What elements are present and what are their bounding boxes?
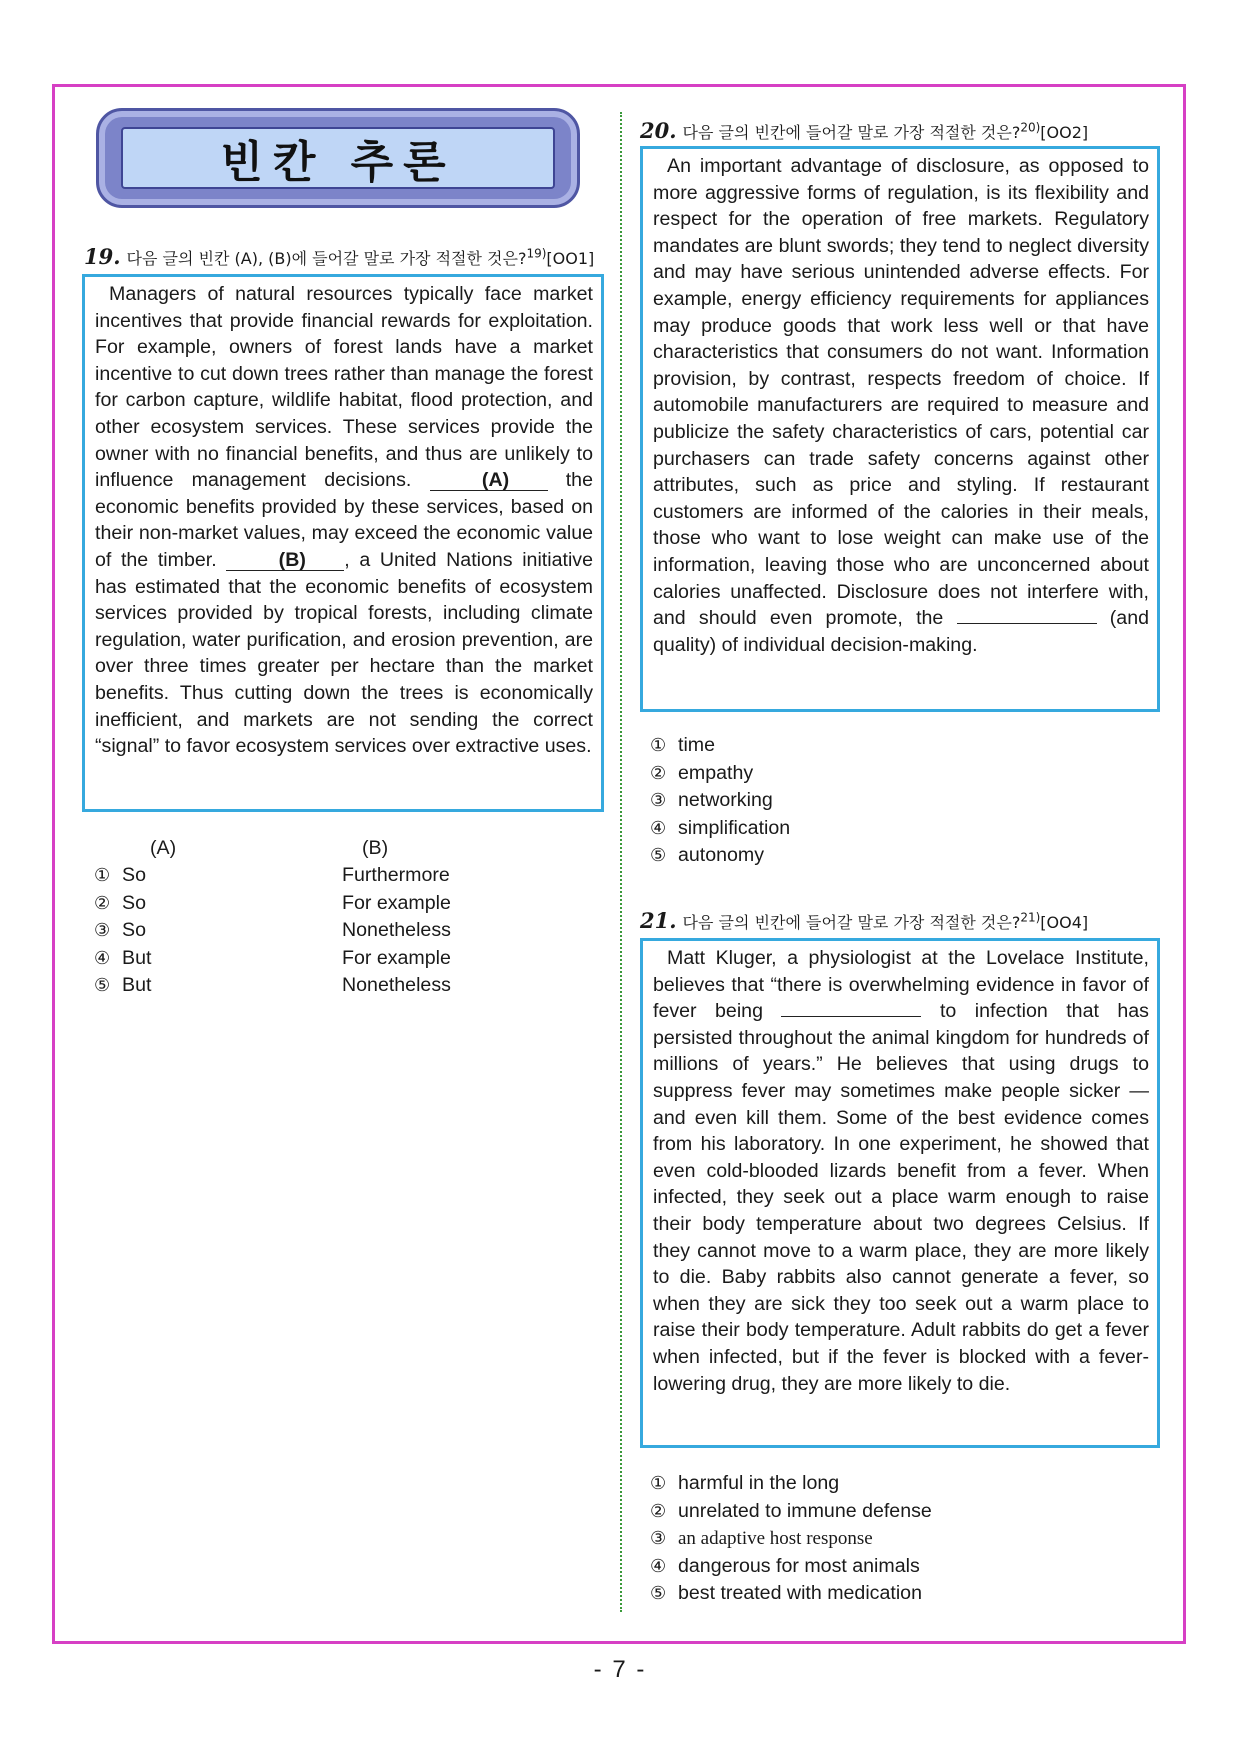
q20-options	[650, 732, 790, 870]
q20-option-3-number: ③	[650, 790, 667, 812]
q20-option-5-text: autonomy	[678, 844, 765, 867]
q20-option-5[interactable]	[650, 842, 790, 870]
q21-blank	[781, 998, 921, 1017]
q20-passage-box	[640, 146, 1160, 712]
q21-option-4-number: ④	[650, 1555, 667, 1577]
q20-passage	[653, 153, 1149, 658]
q20-prompt: 다음 글의 빈칸에 들어갈 말로 가장 적절한 것은?	[682, 123, 1021, 142]
q21-option-5-number: ⑤	[650, 1583, 667, 1605]
q19-option-2[interactable]	[94, 892, 451, 915]
q19-option-3-b: Nonetheless	[342, 919, 451, 942]
q19-option-5-a: But	[122, 974, 152, 997]
q21-options	[650, 1470, 932, 1608]
q19-option-5[interactable]	[94, 974, 451, 997]
q19-option-1-b: Furthermore	[342, 864, 450, 886]
q21-option-5[interactable]	[650, 1580, 932, 1608]
q19-blank-a	[430, 470, 548, 491]
q19-option-2-a: So	[122, 891, 146, 914]
q19-number: 19.	[84, 244, 121, 269]
q21-prompt: 다음 글의 빈칸에 들어갈 말로 가장 적절한 것은?	[682, 913, 1021, 932]
q21-passage-box	[640, 938, 1160, 1448]
q21-option-3[interactable]	[650, 1525, 932, 1553]
q19-option-4[interactable]	[94, 947, 451, 970]
q20-option-4-text: simplification	[678, 816, 791, 839]
column-divider	[620, 112, 622, 1612]
q19-option-1-number: ①	[94, 865, 111, 886]
q20-option-2[interactable]	[650, 760, 790, 788]
q19-option-3-number: ③	[94, 920, 111, 942]
q19-option-1-a: So	[122, 864, 146, 886]
q20-option-1[interactable]	[650, 732, 790, 760]
section-title-panel	[121, 127, 555, 189]
q20-code: [OO2]	[1040, 123, 1089, 142]
q21-option-2-number: ②	[650, 1500, 667, 1522]
q21-header	[640, 908, 1088, 933]
q19-option-4-b: For example	[342, 946, 451, 969]
q21-number: 21.	[640, 908, 677, 933]
q19-ref: 19)	[526, 246, 547, 261]
q21-passage	[653, 945, 1149, 1397]
q20-option-1-text: time	[678, 734, 716, 756]
q21-option-4-text: dangerous for most animals	[678, 1554, 920, 1577]
q19-option-5-b: Nonetheless	[342, 974, 451, 997]
q21-option-2[interactable]	[650, 1498, 932, 1526]
q19-prompt: 다음 글의 빈칸 (A), (B)에 들어갈 말로 가장 적절한 것은?	[126, 249, 527, 268]
q20-option-3-text: networking	[678, 789, 773, 812]
q20-number: 20.	[640, 118, 677, 143]
q21-code: [OO4]	[1040, 913, 1089, 932]
q20-passage-before: An important advantage of disclosure, as opposed to more aggressive forms of regulation, is its flexibility and respect for the operation of free markets. Regulatory mandates are blunt swords; they tend to neglect diversity and may have serious unintended adverse effects. For example, energy efficiency requirements for appliances may produce goods that work less well or that have characteristics that consumers do not want. Information provision, by contrast, respects freedom of choice. If automobile manufacturers are required to measure and publicize the safety characteristics of cars, potential car purchasers can trade safety concerns against other attributes, such as price and styling. If restaurant customers are informed of the calories in their meals, those who want to lose weight can make use of the information, leaving those who are unconcerned about calories unaffected. Disclosure does not interfere with, and should even promote, the	[653, 155, 1149, 630]
q21-option-3-number: ③	[650, 1528, 667, 1550]
q19-passage-part-2: the economic benefits provided by these services, based on their non-market values, may exceed the economic value of the timber.	[95, 469, 593, 571]
q19-header	[84, 244, 594, 269]
q21-option-1[interactable]	[650, 1470, 932, 1498]
page-number: - 7 -	[593, 1656, 647, 1683]
q19-option-4-a: But	[122, 946, 152, 969]
q19-blank-b-label: (B)	[278, 548, 306, 571]
q19-passage-box	[82, 274, 604, 812]
q21-passage-after: to infection that has persisted throughout the animal kingdom for hundreds of millions of years.” He believes that using drugs to suppress fever may sometimes make people sicker ― and even kill them. Some of the best evidence comes from his laboratory. In one experiment, he showed that even cold-blooded lizards benefit from a fever. When infected, they seek out a place warm enough to raise their body temperature about two degrees Celsius. If they cannot move to a warm place, they are more likely to die. Baby rabbits also cannot generate a fever, so when they are sick they too seek out a warm place to raise their body temperature. Adult rabbits do get a fever when infected, but if the fever is blocked with a fever-lowering drug, they are more likely to die.	[653, 1000, 1149, 1395]
section-title-badge	[96, 108, 580, 208]
q20-option-1-number: ①	[650, 735, 667, 756]
q21-option-3-text: an adaptive host response	[678, 1528, 873, 1550]
q20-passage-after: (and quality) of individual decision-making.	[653, 607, 1149, 656]
q19-blank-b	[226, 550, 344, 571]
section-title: 빈칸 추론	[220, 137, 456, 188]
q21-option-4[interactable]	[650, 1553, 932, 1581]
q21-option-1-text: harmful in the long	[678, 1472, 840, 1494]
q19-passage-part-1: Managers of natural resources typically face market incentives that provide financial rewards for exploitation. For example, owners of forest lands have a market incentive to cut down trees rather than manage the forest for carbon capture, wildlife habitat, flood protection, and other ecosystem services. These services provide the owner with no financial benefits, and thus are unlikely to influence management decisions.	[95, 283, 593, 492]
q19-option-3-a: So	[122, 919, 146, 942]
q20-option-3[interactable]	[650, 787, 790, 815]
q21-option-5-text: best treated with medication	[678, 1582, 922, 1605]
q21-option-2-text: unrelated to immune defense	[678, 1499, 932, 1522]
q20-option-4[interactable]	[650, 815, 790, 843]
q21-ref: 21)	[1020, 910, 1041, 925]
q19-option-2-number: ②	[94, 892, 111, 914]
q20-header	[640, 118, 1088, 143]
q19-option-4-number: ④	[94, 947, 111, 969]
q19-option-5-number: ⑤	[94, 975, 111, 997]
q20-option-2-number: ②	[650, 762, 667, 784]
q19-code: [OO1]	[546, 249, 595, 268]
q19-passage-part-3: , a United Nations initiative has estimated that the economic benefits of ecosystem services provided by tropical forests, including climate regulation, water purification, and erosion prevention, are over three times greater per hectare than the market benefits. Thus cutting down the trees is economically inefficient, and markets are not sending the correct “signal” to favor ecosystem services over extractive uses.	[95, 548, 593, 758]
q19-blank-a-label: (A)	[481, 469, 510, 492]
q19-option-3[interactable]	[94, 919, 451, 942]
q19-passage	[95, 281, 593, 760]
q19-option-2-b: For example	[342, 891, 451, 914]
q21-option-1-number: ①	[650, 1473, 667, 1494]
q20-option-4-number: ④	[650, 817, 667, 839]
q20-option-5-number: ⑤	[650, 845, 667, 867]
q20-blank	[957, 605, 1097, 624]
q19-col-b-header: (B)	[362, 837, 389, 859]
q19-option-1[interactable]	[94, 864, 450, 887]
q20-option-2-text: empathy	[678, 761, 754, 784]
q20-ref: 20)	[1020, 120, 1041, 135]
q19-col-a-header: (A)	[150, 837, 177, 859]
q21-passage-before: Matt Kluger, a physiologist at the Lovelace Institute, believes that “there is overwhelming evidence in favor of fever being	[653, 947, 1149, 1023]
